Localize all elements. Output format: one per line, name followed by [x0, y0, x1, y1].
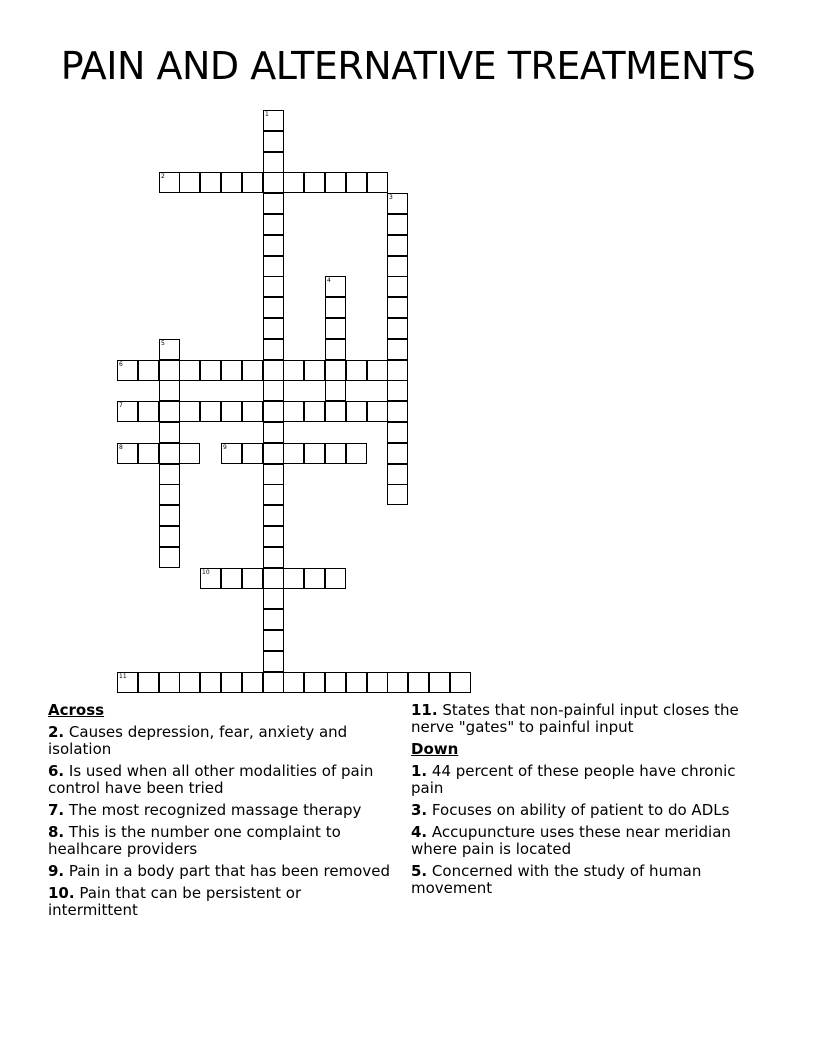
grid-cell[interactable]: [159, 464, 180, 485]
grid-cell[interactable]: [117, 360, 138, 381]
down-clue-3: 3. Focuses on ability of patient to do ADLs: [411, 801, 730, 819]
down-clue-1: 1. 44 percent of these people have chronic pain: [411, 762, 736, 797]
grid-cell[interactable]: [179, 443, 200, 464]
grid-cell[interactable]: [283, 443, 304, 464]
clue-number: 5: [161, 340, 165, 347]
grid-cell[interactable]: [387, 464, 408, 485]
grid-cell[interactable]: [159, 339, 180, 360]
down-heading: Down: [411, 740, 459, 758]
grid-cell[interactable]: [387, 484, 408, 505]
grid-cell[interactable]: [346, 443, 367, 464]
grid-cell[interactable]: [263, 380, 284, 401]
grid-cell[interactable]: [387, 380, 408, 401]
grid-cell[interactable]: [179, 172, 200, 193]
grid-cell[interactable]: [179, 401, 200, 422]
grid-cell[interactable]: [283, 672, 304, 693]
grid-cell[interactable]: [263, 401, 284, 422]
grid-cell[interactable]: [387, 401, 408, 422]
grid-cell[interactable]: [263, 526, 284, 547]
grid-cell[interactable]: [346, 401, 367, 422]
grid-cell[interactable]: [367, 360, 388, 381]
grid-cell[interactable]: [200, 401, 221, 422]
grid-cell[interactable]: [283, 401, 304, 422]
grid-cell[interactable]: [200, 172, 221, 193]
grid-cell[interactable]: [159, 422, 180, 443]
grid-cell[interactable]: [387, 214, 408, 235]
grid-cell[interactable]: [159, 526, 180, 547]
grid-cell[interactable]: [325, 297, 346, 318]
grid-cell[interactable]: [387, 672, 408, 693]
grid-cell[interactable]: [263, 651, 284, 672]
clue-number: 3: [389, 194, 393, 201]
grid-cell[interactable]: [117, 672, 138, 693]
grid-cell[interactable]: [263, 131, 284, 152]
grid-cell[interactable]: [159, 505, 180, 526]
grid-cell[interactable]: [242, 568, 263, 589]
grid-cell[interactable]: [325, 672, 346, 693]
grid-cell[interactable]: [138, 401, 159, 422]
grid-cell[interactable]: [263, 235, 284, 256]
grid-cell[interactable]: [200, 360, 221, 381]
grid-cell[interactable]: [117, 401, 138, 422]
grid-cell[interactable]: [304, 401, 325, 422]
grid-cell[interactable]: [325, 401, 346, 422]
grid-cell[interactable]: [200, 568, 221, 589]
grid-cell[interactable]: [429, 672, 450, 693]
grid-cell[interactable]: [387, 193, 408, 214]
grid-cell[interactable]: [159, 547, 180, 568]
grid-cell[interactable]: [263, 110, 284, 131]
grid-cell[interactable]: [387, 256, 408, 277]
grid-cell[interactable]: [325, 360, 346, 381]
grid-cell[interactable]: [159, 672, 180, 693]
grid-cell[interactable]: [263, 297, 284, 318]
clue-number: 6: [119, 361, 123, 368]
grid-cell[interactable]: [387, 360, 408, 381]
across-clue-8: 8. This is the number one complaint to healhcare providers: [48, 823, 341, 858]
grid-cell[interactable]: [263, 609, 284, 630]
across-clue-2: 2. Causes depression, fear, anxiety and isolation: [48, 723, 348, 758]
clue-number: 8: [119, 444, 123, 451]
grid-cell[interactable]: [179, 360, 200, 381]
grid-cell[interactable]: [263, 214, 284, 235]
grid-cell[interactable]: [304, 443, 325, 464]
grid-cell[interactable]: [221, 360, 242, 381]
grid-cell[interactable]: [387, 422, 408, 443]
down-clue-5: 5. Concerned with the study of human movement: [411, 862, 702, 897]
clue-number: 2: [161, 173, 165, 180]
grid-cell[interactable]: [179, 672, 200, 693]
grid-cell[interactable]: [159, 443, 180, 464]
clue-number: 4: [327, 277, 331, 284]
grid-cell[interactable]: [263, 547, 284, 568]
grid-cell[interactable]: [325, 568, 346, 589]
grid-cell[interactable]: [367, 172, 388, 193]
grid-cell[interactable]: [242, 172, 263, 193]
clue-number: 11: [119, 673, 127, 680]
grid-cell[interactable]: [387, 339, 408, 360]
grid-cell[interactable]: [263, 256, 284, 277]
grid-cell[interactable]: [263, 422, 284, 443]
grid-cell[interactable]: [304, 568, 325, 589]
across-clue-11: 11. States that non-painful input closes the nerve "gates" to painful input: [411, 701, 739, 736]
grid-cell[interactable]: [263, 360, 284, 381]
grid-cell[interactable]: [283, 360, 304, 381]
grid-cell[interactable]: [325, 339, 346, 360]
grid-cell[interactable]: [325, 318, 346, 339]
across-clue-7: 7. The most recognized massage therapy: [48, 801, 362, 819]
grid-cell[interactable]: [138, 360, 159, 381]
grid-cell[interactable]: [221, 672, 242, 693]
clue-number: 7: [119, 402, 123, 409]
across-clue-6: 6. Is used when all other modalities of pain control have been tried: [48, 762, 374, 797]
grid-cell[interactable]: [346, 172, 367, 193]
grid-cell[interactable]: [367, 672, 388, 693]
page-title: PAIN AND ALTERNATIVE TREATMENTS: [60, 44, 756, 88]
grid-cell[interactable]: [242, 360, 263, 381]
grid-cell[interactable]: [325, 380, 346, 401]
grid-cell[interactable]: [221, 443, 242, 464]
grid-cell[interactable]: [283, 172, 304, 193]
grid-cell[interactable]: [263, 193, 284, 214]
grid-cell[interactable]: [263, 318, 284, 339]
grid-cell[interactable]: [263, 672, 284, 693]
grid-cell[interactable]: [263, 568, 284, 589]
clue-column-right: [411, 702, 761, 902]
across-clue-10: 10. Pain that can be persistent or intermittent: [48, 884, 302, 919]
grid-cell[interactable]: [221, 568, 242, 589]
clue-number: 9: [223, 444, 227, 451]
grid-cell[interactable]: [387, 318, 408, 339]
grid-cell[interactable]: [450, 672, 471, 693]
grid-cell[interactable]: [346, 360, 367, 381]
grid-cell[interactable]: [325, 276, 346, 297]
grid-cell[interactable]: [263, 172, 284, 193]
down-clue-4: 4. Accupuncture uses these near meridian where pain is located: [411, 823, 731, 858]
grid-cell[interactable]: [263, 276, 284, 297]
grid-cell[interactable]: [387, 297, 408, 318]
grid-cell[interactable]: [117, 443, 138, 464]
grid-cell[interactable]: [138, 672, 159, 693]
grid-cell[interactable]: [242, 401, 263, 422]
grid-cell[interactable]: [263, 464, 284, 485]
grid-cell[interactable]: [159, 360, 180, 381]
grid-cell[interactable]: [200, 672, 221, 693]
grid-cell[interactable]: [263, 443, 284, 464]
grid-cell[interactable]: [304, 672, 325, 693]
clue-number: 1: [265, 111, 269, 118]
grid-cell[interactable]: [263, 484, 284, 505]
grid-cell[interactable]: [138, 443, 159, 464]
grid-cell[interactable]: [367, 401, 388, 422]
clue-column-left: [48, 702, 393, 924]
grid-cell[interactable]: [221, 172, 242, 193]
grid-cell[interactable]: [263, 339, 284, 360]
grid-cell[interactable]: [263, 505, 284, 526]
grid-cell[interactable]: [263, 630, 284, 651]
grid-cell[interactable]: [325, 443, 346, 464]
grid-cell[interactable]: [408, 672, 429, 693]
grid-cell[interactable]: [221, 401, 242, 422]
grid-cell[interactable]: [159, 172, 180, 193]
clue-number: 10: [202, 569, 210, 576]
grid-cell[interactable]: [283, 568, 304, 589]
across-clue-9: 9. Pain in a body part that has been removed: [48, 862, 390, 880]
grid-cell[interactable]: [387, 235, 408, 256]
grid-cell[interactable]: [325, 172, 346, 193]
grid-cell[interactable]: [304, 360, 325, 381]
grid-cell[interactable]: [159, 380, 180, 401]
grid-cell[interactable]: [304, 172, 325, 193]
grid-cell[interactable]: [387, 443, 408, 464]
grid-cell[interactable]: [263, 152, 284, 173]
grid-cell[interactable]: [263, 588, 284, 609]
across-heading: Across: [48, 701, 105, 719]
grid-cell[interactable]: [346, 672, 367, 693]
grid-cell[interactable]: [387, 276, 408, 297]
grid-cell[interactable]: [242, 672, 263, 693]
grid-cell[interactable]: [242, 443, 263, 464]
grid-cell[interactable]: [159, 401, 180, 422]
grid-cell[interactable]: [159, 484, 180, 505]
